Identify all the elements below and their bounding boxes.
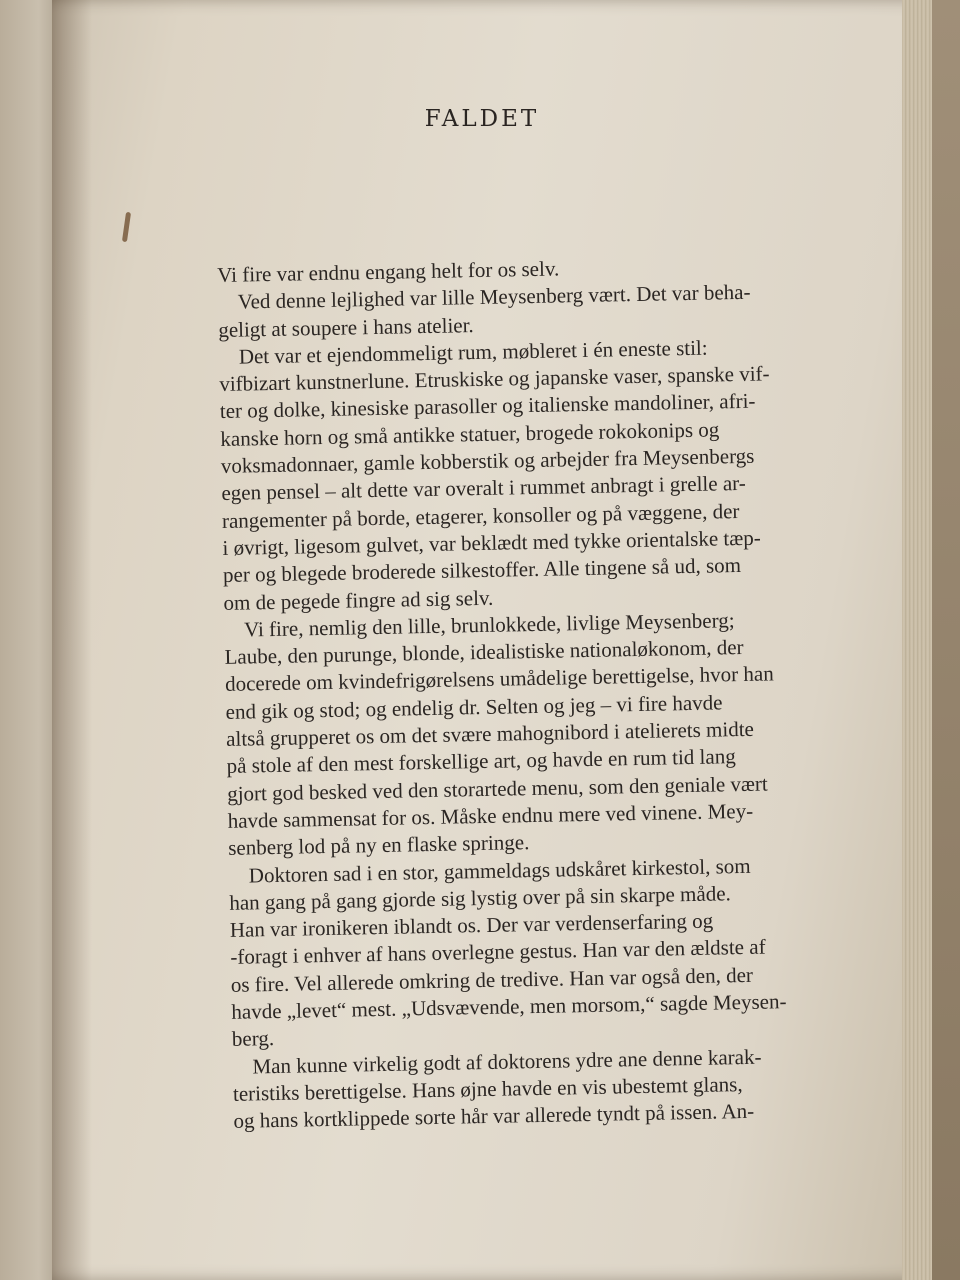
chapter-title: FALDET (424, 106, 540, 132)
text-line: Man kunne virkelig godt af doktorens ydre ane denne karak- (252, 1044, 762, 1079)
text-line: han gang på gang gjorde sig lystig over på sin skarpe måde. (229, 881, 731, 915)
text-line: senberg lod på ny en flaske springe. (228, 830, 530, 861)
text-line: geligt at soupere i hans atelier. (218, 312, 474, 342)
text-line: Det var et ejendommeligt rum, møbleret i én eneste stil: (238, 335, 708, 369)
text-line: per og blegede broderede silkestoffer. Alle tingene så ud, som (222, 553, 742, 588)
text-line: og hans kortklippede sorte hår var allerede tyndt på issen. An- (233, 1099, 755, 1134)
page-stain (122, 212, 131, 242)
text-line: havde „levet“ mest. „Udsvævende, men morsom,“ sagde Meysen- (231, 989, 787, 1024)
text-line: -foragt i enhver af hans overlegne gestus. Han var den ældste af (230, 935, 766, 970)
text-line: på stole af den mest forskellige art, og havde en rum tid lang (226, 744, 736, 779)
text-line: end gik og stod; og endelig dr. Selten og jeg – vi fire havde (225, 690, 723, 724)
text-line: os fire. Vel allerede omkring de tredive. Han var også den, der (230, 962, 754, 997)
text-line: i øvrigt, ligesom gulvet, var beklædt med tykke orientalske tæp- (222, 525, 761, 560)
text-line: havde sammensat for os. Måske endnu mere ved vinene. Mey- (227, 798, 754, 833)
text-line: Vi fire var endnu engang helt for os selv. (217, 256, 560, 287)
text-line: voksmadonnaer, gamle kobberstik og arbejder fra Meysenbergs (220, 443, 755, 479)
text-line: Vi fire, nemlig den lille, brunlokkede, livlige Meysenberg; (243, 607, 735, 642)
text-line: Ved denne lejlighed var lille Meysenberg vært. Det var beha- (237, 280, 751, 314)
text-line: Laube, den purunge, blonde, idealistiske nationaløkonom, der (224, 635, 744, 670)
text-line: egen pensel – alt dette var overalt i rummet anbragt i grelle ar- (221, 471, 746, 506)
text-line: docerede om kvindefrigørelsens umådelige berettigelse, hvor han (224, 661, 774, 697)
text-line: rangementer på borde, etagerer, konsoller og på væggene, der (221, 498, 740, 533)
text-line: Doktoren sad i en stor, gammeldags udskåret kirkestol, som (248, 853, 751, 888)
text-line: vifbizart kunstnerlune. Etruskiske og japanske vaser, spanske vif- (219, 361, 770, 397)
text-line: teristiks berettigelse. Hans øjne havde en vis ubestemt glans, (232, 1071, 743, 1106)
text-line: ter og dolke, kinesiske parasoller og italienske mandoliner, afri- (219, 389, 756, 424)
text-line: kanske horn og små antikke statuer, brogede rokokonips og (220, 417, 720, 451)
book-page (52, 0, 932, 1280)
page-edge (902, 0, 932, 1280)
text-line: altså grupperet os om det svære mahognibord i atelierets midte (225, 716, 755, 751)
text-line: om de pegede fingre ad sig selv. (223, 585, 494, 615)
text-line: gjort god besked ved den storartede menu, som den geniale vært (226, 771, 768, 806)
text-line: berg. (231, 1026, 275, 1052)
gutter-shadow (52, 0, 92, 1280)
body-text (217, 250, 844, 1135)
text-line: Han var ironikeren iblandt os. Der var verdenserfaring og (229, 908, 714, 942)
